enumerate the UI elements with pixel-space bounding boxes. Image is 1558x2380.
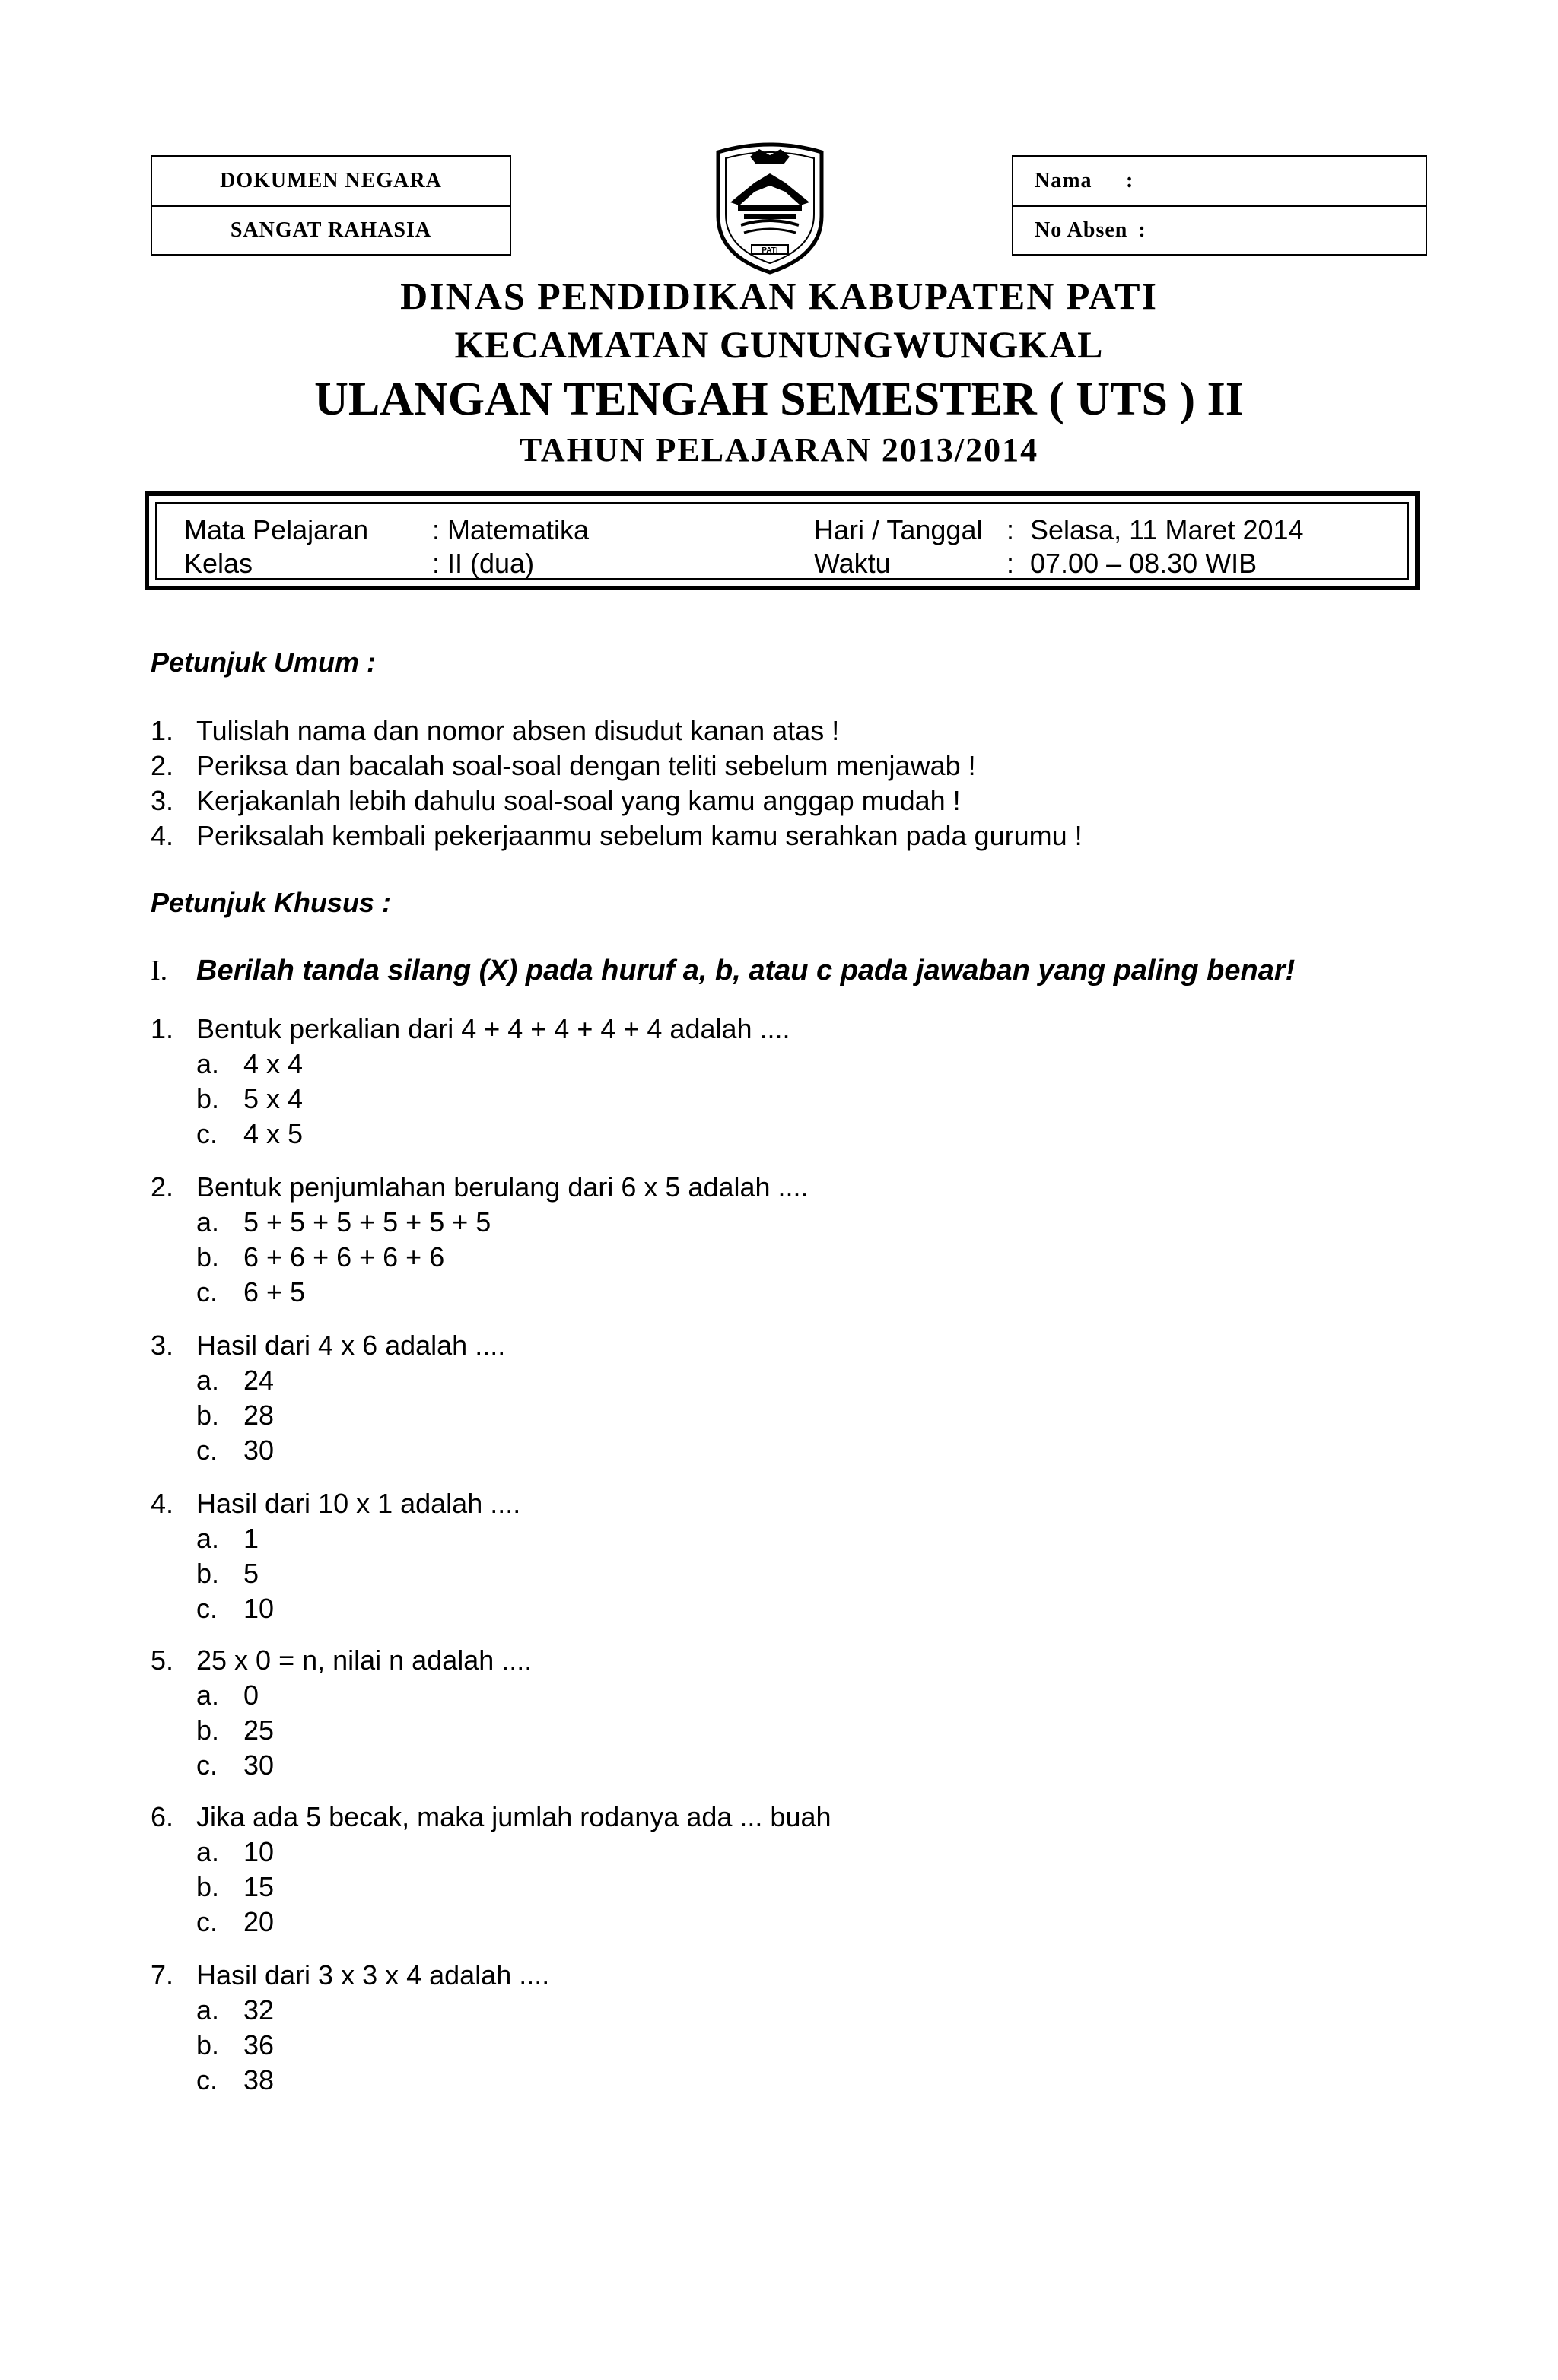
option-text: 6 + 6 + 6 + 6 + 6 [243, 1241, 445, 1273]
option-letter: b. [196, 2029, 220, 2061]
district-title: KECAMATAN GUNUNGWUNGKAL [454, 323, 1104, 366]
option-text: 5 [243, 1558, 259, 1589]
info-row-1 [157, 514, 1407, 548]
question-stem [151, 1170, 809, 1205]
student-identity-box [1012, 155, 1427, 256]
option-letter: a. [196, 1365, 220, 1396]
name-colon: : [1126, 169, 1134, 192]
option-text: 1 [243, 1523, 259, 1554]
answer-option-c[interactable] [151, 1748, 532, 1783]
time-value: 07.00 – 08.30 WIB [1030, 548, 1258, 579]
option-letter: c. [196, 1593, 218, 1624]
answer-option-c[interactable] [151, 1117, 790, 1152]
classification-box [151, 155, 511, 256]
class-value: : II (dua) [432, 548, 535, 579]
option-letter: b. [196, 1558, 220, 1589]
option-letter: c. [196, 1906, 218, 1937]
option-letter: a. [196, 1679, 220, 1711]
answer-option-a[interactable] [151, 1993, 549, 2028]
general-instructions-title: Petunjuk Umum : [151, 647, 377, 678]
exam-title: ULANGAN TENGAH SEMESTER ( UTS ) II [314, 373, 1244, 425]
answer-option-c[interactable] [151, 1433, 505, 1468]
question-text: Hasil dari 4 x 6 adalah .... [196, 1330, 506, 1361]
option-text: 32 [243, 1994, 275, 2026]
option-text: 30 [243, 1749, 275, 1781]
question-number: 7. [151, 1959, 174, 1991]
office-title: DINAS PENDIDIKAN KABUPATEN PATI [400, 275, 1158, 317]
question-stem [151, 1643, 532, 1678]
option-text: 25 [243, 1714, 275, 1746]
answer-option-b[interactable] [151, 1240, 809, 1275]
answer-option-b[interactable] [151, 1713, 532, 1748]
answer-option-a[interactable] [151, 1835, 831, 1870]
option-text: 30 [243, 1435, 275, 1466]
question-number: 5. [151, 1644, 174, 1676]
question-6 [151, 1800, 831, 1940]
classification-line-2: SANGAT RAHASIA [152, 205, 510, 254]
option-text: 10 [243, 1593, 275, 1624]
option-letter: a. [196, 1994, 220, 2026]
answer-option-a[interactable] [151, 1521, 520, 1556]
option-text: 5 x 4 [243, 1083, 304, 1114]
option-letter: c. [196, 1118, 218, 1149]
regency-emblem-icon [711, 141, 829, 275]
question-stem [151, 1012, 790, 1047]
question-stem [151, 1328, 505, 1363]
question-number: 2. [151, 1171, 174, 1203]
option-letter: a. [196, 1523, 220, 1554]
time-colon: : [1006, 548, 1015, 579]
subject-label: Mata Pelajaran [184, 514, 369, 545]
option-text: 24 [243, 1365, 275, 1396]
answer-option-a[interactable] [151, 1047, 790, 1082]
option-text: 15 [243, 1871, 275, 1902]
answer-option-b[interactable] [151, 1398, 505, 1433]
date-value: Selasa, 11 Maret 2014 [1030, 514, 1304, 545]
option-letter: b. [196, 1871, 220, 1902]
exam-info-box [145, 491, 1420, 590]
option-text: 4 x 5 [243, 1118, 304, 1149]
answer-option-c[interactable] [151, 2063, 549, 2098]
option-letter: b. [196, 1083, 220, 1114]
answer-option-b[interactable] [151, 1870, 831, 1905]
question-text: Hasil dari 3 x 3 x 4 adalah .... [196, 1959, 550, 1991]
answer-option-b[interactable] [151, 2028, 549, 2063]
option-letter: b. [196, 1400, 220, 1431]
specific-instructions-title: Petunjuk Khusus : [151, 887, 392, 918]
option-text: 5 + 5 + 5 + 5 + 5 + 5 [243, 1206, 491, 1238]
question-text: Jika ada 5 becak, maka jumlah rodanya ada ... buah [196, 1801, 831, 1832]
subject-value: : Matematika [432, 514, 590, 545]
option-letter: a. [196, 1048, 220, 1079]
question-4 [151, 1486, 520, 1626]
question-number: 6. [151, 1801, 174, 1832]
answer-option-a[interactable] [151, 1678, 532, 1713]
info-row-2 [157, 548, 1407, 581]
answer-option-a[interactable] [151, 1363, 505, 1398]
question-text: Bentuk perkalian dari 4 + 4 + 4 + 4 + 4 adalah .... [196, 1013, 790, 1044]
absen-colon: : [1138, 218, 1146, 242]
option-letter: a. [196, 1836, 220, 1867]
option-letter: c. [196, 1749, 218, 1781]
question-1 [151, 1012, 790, 1152]
absen-label: No Absen [1035, 218, 1128, 242]
date-colon: : [1006, 514, 1015, 545]
question-number: 4. [151, 1488, 174, 1519]
question-5 [151, 1643, 532, 1783]
option-letter: c. [196, 2064, 218, 2096]
question-text: Bentuk penjumlahan berulang dari 6 x 5 adalah .... [196, 1171, 809, 1203]
option-text: 28 [243, 1400, 275, 1431]
svg-text:PATI: PATI [762, 246, 778, 255]
question-number: 3. [151, 1330, 174, 1361]
name-field[interactable] [1013, 157, 1426, 205]
list-item: 1. Tulislah nama dan nomor absen disudut kanan atas ! [151, 715, 840, 746]
general-instructions-list [151, 713, 1083, 853]
section-instruction [151, 954, 1295, 987]
section-instruction-text: Berilah tanda silang (X) pada huruf a, b, atau c pada jawaban yang paling benar! [196, 955, 1296, 987]
option-text: 36 [243, 2029, 275, 2061]
answer-option-c[interactable] [151, 1591, 520, 1626]
option-letter: a. [196, 1206, 220, 1238]
classification-line-1: DOKUMEN NEGARA [220, 169, 442, 192]
option-text: 6 + 5 [243, 1276, 306, 1308]
answer-option-a[interactable] [151, 1205, 809, 1240]
answer-option-c[interactable] [151, 1275, 809, 1310]
option-letter: b. [196, 1714, 220, 1746]
option-letter: c. [196, 1435, 218, 1466]
list-item: 3. Kerjakanlah lebih dahulu soal-soal yang kamu anggap mudah ! [151, 785, 961, 816]
absen-field[interactable] [1013, 205, 1426, 254]
question-3 [151, 1328, 505, 1468]
class-label: Kelas [184, 548, 253, 579]
date-label: Hari / Tanggal [814, 514, 983, 545]
option-text: 10 [243, 1836, 275, 1867]
question-number: 1. [151, 1013, 174, 1044]
option-letter: c. [196, 1276, 218, 1308]
list-item: 4. Periksalah kembali pekerjaanmu sebelum kamu serahkan pada gurumu ! [151, 820, 1083, 851]
option-text: 38 [243, 2064, 275, 2096]
academic-year-title: TAHUN PELAJARAN 2013/2014 [519, 431, 1039, 469]
question-stem [151, 1486, 520, 1521]
question-text: 25 x 0 = n, nilai n adalah .... [196, 1644, 533, 1676]
time-label: Waktu [814, 548, 891, 579]
question-stem [151, 1958, 549, 1993]
option-letter: b. [196, 1241, 220, 1273]
answer-option-c[interactable] [151, 1905, 831, 1940]
option-text: 4 x 4 [243, 1048, 304, 1079]
name-label: Nama [1035, 169, 1092, 192]
answer-option-b[interactable] [151, 1082, 790, 1117]
question-7 [151, 1958, 549, 2098]
question-2 [151, 1170, 809, 1310]
option-text: 20 [243, 1906, 275, 1937]
section-number: I. [151, 955, 168, 987]
list-item: 2. Periksa dan bacalah soal-soal dengan teliti sebelum menjawab ! [151, 750, 976, 781]
answer-option-b[interactable] [151, 1556, 520, 1591]
question-text: Hasil dari 10 x 1 adalah .... [196, 1488, 521, 1519]
option-text: 0 [243, 1679, 259, 1711]
question-stem [151, 1800, 831, 1835]
